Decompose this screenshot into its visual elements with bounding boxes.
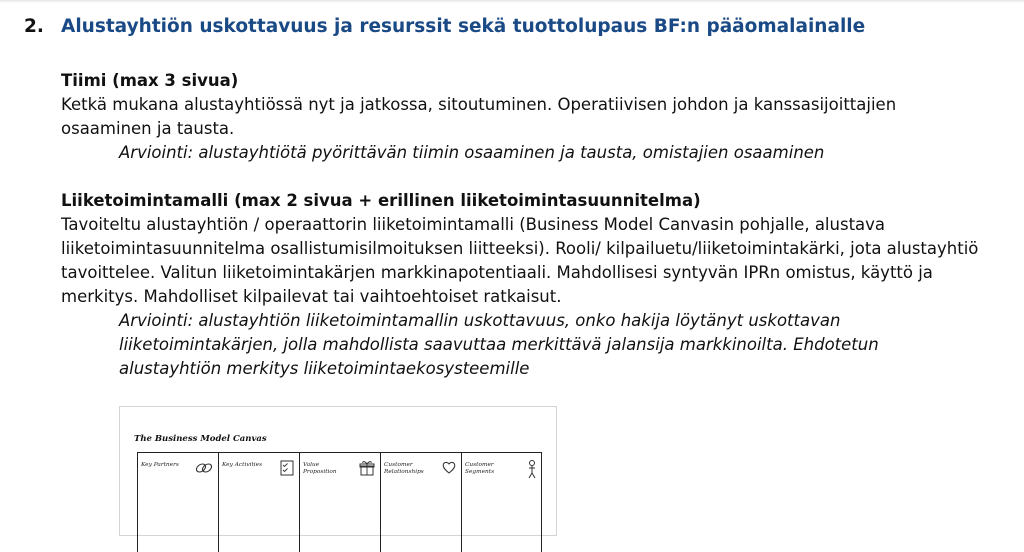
business-model-section (61, 188, 996, 381)
checklist-icon (279, 459, 295, 481)
person-icon (525, 459, 539, 483)
team-section (61, 68, 961, 165)
canvas-title: The Business Model Canvas (134, 434, 267, 444)
gift-icon (358, 459, 376, 481)
team-heading: Tiimi (max 3 sivua) (61, 71, 239, 90)
business-model-heading: Liiketoimintamalli (max 2 sivua + erillinen liiketoimintasuunnitelma) (61, 191, 701, 210)
business-model-evaluation: Arviointi: alustayhtiön liiketoimintamallin uskottavuus, onko hakija löytänyt uskottavan liiketoimintakärjen, jolla mahdollista saavuttaa merkittävä jalansija markkinoilta. Ehdotetun alustayhtiön merkitys liiketoimintaekosysteemille (119, 311, 879, 378)
canvas-cell-label: Key Activities (222, 462, 263, 468)
canvas-cell-customer-relationships (381, 453, 462, 552)
team-body: Ketkä mukana alustayhtiössä nyt ja jatkossa, sitoutuminen. Operatiivisen johdon ja kanssasijoittajien osaaminen ja tausta. (61, 95, 897, 138)
business-model-body: Tavoiteltu alustayhtiön / operaattorin liiketoimintamalli (Business Model Canvasin pohjalle, alustava liiketoimintasuunnitelma osallistumisilmoituksen liitteeksi). Rooli/ kilpailuetu/liiketoimintakärki, jota alustayhtiö tavoittelee. Valitun liiketoimintakärjen markkinapotentiaali. Mahdollisesi syntyvän IPRn omistus, käyttö ja merkitys. Mahdolliset kilpailevat tai vaihtoehtoiset ratkaisut. (61, 215, 979, 306)
business-model-canvas-image (119, 406, 557, 536)
section-title: Alustayhtiön uskottavuus ja resurssit sekä tuottolupaus BF:n pääomalainalle (61, 16, 866, 37)
canvas-cell-customer-segments (462, 453, 543, 552)
canvas-cell-label: Value Proposition (303, 462, 337, 475)
canvas-cell-label: Customer Relationships (384, 462, 424, 475)
section-heading (24, 16, 865, 37)
team-evaluation: Arviointi: alustayhtiötä pyörittävän tiimin osaaminen ja tausta, omistajien osaaminen (119, 143, 825, 162)
canvas-cell-key-partners (138, 453, 219, 552)
section-number: 2. (24, 16, 44, 37)
canvas-cell-key-activities (219, 453, 300, 552)
canvas-cell-label: Key Partners (141, 462, 179, 468)
canvas-grid (137, 452, 542, 552)
canvas-cell-label: Customer Segments (465, 462, 495, 475)
page-top-edge (0, 0, 1024, 3)
link-icon (194, 459, 214, 481)
canvas-cell-value-proposition (300, 453, 381, 552)
heart-icon (441, 459, 457, 479)
